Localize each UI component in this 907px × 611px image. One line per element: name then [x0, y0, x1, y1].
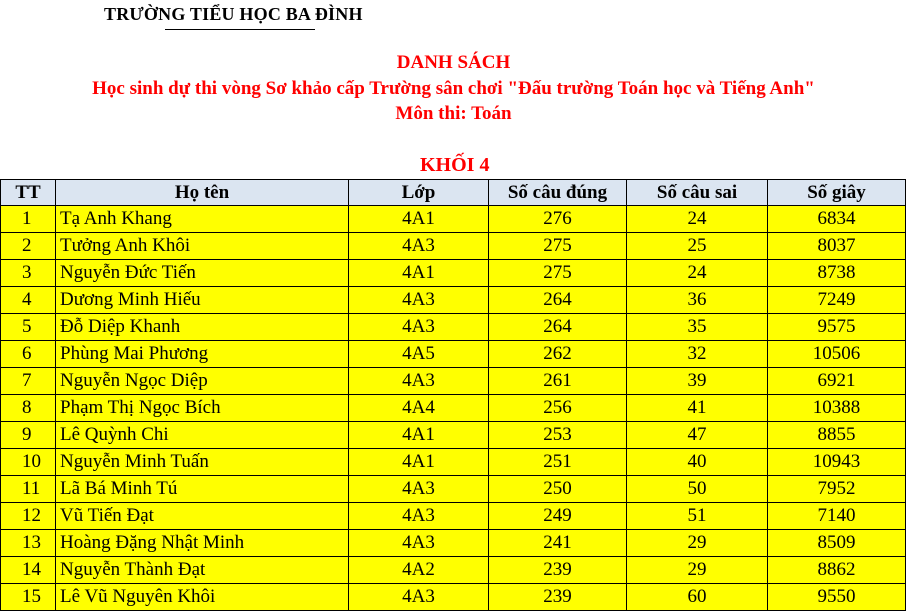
- cell-tt: 5: [1, 314, 56, 341]
- cell-class: 4A3: [349, 314, 489, 341]
- cell-correct: 275: [489, 233, 627, 260]
- cell-name: Dương Minh Hiếu: [56, 287, 349, 314]
- cell-wrong: 24: [627, 206, 768, 233]
- table-row: [1, 260, 906, 287]
- cell-class: 4A3: [349, 503, 489, 530]
- cell-class: 4A1: [349, 206, 489, 233]
- cell-name: Tạ Anh Khang: [56, 206, 349, 233]
- cell-seconds: 7952: [768, 476, 906, 503]
- cell-seconds: 10943: [768, 449, 906, 476]
- cell-name: Nguyễn Ngọc Diệp: [56, 368, 349, 395]
- column-header-seconds: Số giây: [768, 180, 906, 206]
- cell-correct: 261: [489, 368, 627, 395]
- cell-tt: 6: [1, 341, 56, 368]
- cell-class: 4A3: [349, 233, 489, 260]
- cell-tt: 7: [1, 368, 56, 395]
- cell-tt: 14: [1, 557, 56, 584]
- cell-wrong: 32: [627, 341, 768, 368]
- table-row: [1, 476, 906, 503]
- cell-class: 4A3: [349, 584, 489, 611]
- cell-class: 4A1: [349, 260, 489, 287]
- cell-correct: 262: [489, 341, 627, 368]
- cell-tt: 1: [1, 206, 56, 233]
- cell-wrong: 36: [627, 287, 768, 314]
- cell-name: Đỗ Diệp Khanh: [56, 314, 349, 341]
- cell-name: Lã Bá Minh Tú: [56, 476, 349, 503]
- cell-tt: 15: [1, 584, 56, 611]
- cell-wrong: 41: [627, 395, 768, 422]
- table-row: [1, 503, 906, 530]
- cell-correct: 251: [489, 449, 627, 476]
- table-row: [1, 314, 906, 341]
- cell-name: Tưởng Anh Khôi: [56, 233, 349, 260]
- cell-class: 4A3: [349, 476, 489, 503]
- cell-wrong: 24: [627, 260, 768, 287]
- list-heading: DANH SÁCH: [396, 52, 511, 73]
- cell-class: 4A5: [349, 341, 489, 368]
- cell-name: Nguyễn Thành Đạt: [56, 557, 349, 584]
- cell-tt: 3: [1, 260, 56, 287]
- cell-tt: 4: [1, 287, 56, 314]
- grade-label: KHỐI 4: [420, 154, 490, 176]
- column-header-tt: TT: [1, 180, 56, 206]
- cell-tt: 8: [1, 395, 56, 422]
- column-header-correct: Số câu đúng: [489, 180, 627, 206]
- cell-class: 4A3: [349, 368, 489, 395]
- table-row: [1, 530, 906, 557]
- cell-wrong: 60: [627, 584, 768, 611]
- cell-correct: 275: [489, 260, 627, 287]
- table-row: [1, 584, 906, 611]
- cell-correct: 256: [489, 395, 627, 422]
- cell-correct: 264: [489, 287, 627, 314]
- table-row: [1, 368, 906, 395]
- cell-seconds: 6921: [768, 368, 906, 395]
- cell-wrong: 39: [627, 368, 768, 395]
- cell-seconds: 10388: [768, 395, 906, 422]
- school-name: TRƯỜNG TIỂU HỌC BA ĐÌNH: [104, 4, 363, 24]
- cell-name: Nguyễn Đức Tiến: [56, 260, 349, 287]
- table-row: [1, 206, 906, 233]
- cell-tt: 10: [1, 449, 56, 476]
- cell-seconds: 10506: [768, 341, 906, 368]
- school-underline: [165, 29, 315, 30]
- subject-label: Môn thi: Toán: [395, 103, 512, 124]
- table-row: [1, 557, 906, 584]
- cell-class: 4A1: [349, 449, 489, 476]
- cell-seconds: 8855: [768, 422, 906, 449]
- cell-name: Phạm Thị Ngọc Bích: [56, 395, 349, 422]
- table-row: [1, 341, 906, 368]
- cell-name: Phùng Mai Phương: [56, 341, 349, 368]
- table-row: [1, 233, 906, 260]
- cell-tt: 2: [1, 233, 56, 260]
- cell-seconds: 9550: [768, 584, 906, 611]
- cell-correct: 276: [489, 206, 627, 233]
- cell-wrong: 51: [627, 503, 768, 530]
- cell-seconds: 8862: [768, 557, 906, 584]
- column-header-wrong: Số câu sai: [627, 180, 768, 206]
- cell-class: 4A3: [349, 530, 489, 557]
- cell-wrong: 25: [627, 233, 768, 260]
- cell-name: Vũ Tiến Đạt: [56, 503, 349, 530]
- cell-seconds: 6834: [768, 206, 906, 233]
- cell-wrong: 35: [627, 314, 768, 341]
- cell-wrong: 47: [627, 422, 768, 449]
- cell-tt: 12: [1, 503, 56, 530]
- cell-wrong: 29: [627, 530, 768, 557]
- cell-seconds: 8037: [768, 233, 906, 260]
- cell-class: 4A1: [349, 422, 489, 449]
- cell-wrong: 50: [627, 476, 768, 503]
- cell-wrong: 40: [627, 449, 768, 476]
- cell-correct: 264: [489, 314, 627, 341]
- table-row: [1, 395, 906, 422]
- cell-name: Lê Quỳnh Chi: [56, 422, 349, 449]
- cell-tt: 9: [1, 422, 56, 449]
- cell-seconds: 9575: [768, 314, 906, 341]
- cell-seconds: 8509: [768, 530, 906, 557]
- cell-seconds: 7140: [768, 503, 906, 530]
- cell-correct: 239: [489, 584, 627, 611]
- cell-seconds: 8738: [768, 260, 906, 287]
- cell-tt: 11: [1, 476, 56, 503]
- table-row: [1, 287, 906, 314]
- column-header-class: Lớp: [349, 180, 489, 206]
- cell-correct: 241: [489, 530, 627, 557]
- cell-name: Lê Vũ Nguyên Khôi: [56, 584, 349, 611]
- table-row: [1, 449, 906, 476]
- cell-name: Nguyễn Minh Tuấn: [56, 449, 349, 476]
- cell-correct: 249: [489, 503, 627, 530]
- results-table: [0, 179, 906, 611]
- cell-seconds: 7249: [768, 287, 906, 314]
- cell-correct: 253: [489, 422, 627, 449]
- list-subheading: Học sinh dự thi vòng Sơ khảo cấp Trường sân chơi "Đấu trường Toán học và Tiếng Anh": [92, 78, 815, 99]
- table-row: [1, 422, 906, 449]
- cell-correct: 239: [489, 557, 627, 584]
- cell-name: Hoàng Đặng Nhật Minh: [56, 530, 349, 557]
- cell-correct: 250: [489, 476, 627, 503]
- cell-wrong: 29: [627, 557, 768, 584]
- cell-class: 4A2: [349, 557, 489, 584]
- cell-class: 4A4: [349, 395, 489, 422]
- cell-class: 4A3: [349, 287, 489, 314]
- column-header-name: Họ tên: [56, 180, 349, 206]
- cell-tt: 13: [1, 530, 56, 557]
- table-header-row: [1, 180, 906, 206]
